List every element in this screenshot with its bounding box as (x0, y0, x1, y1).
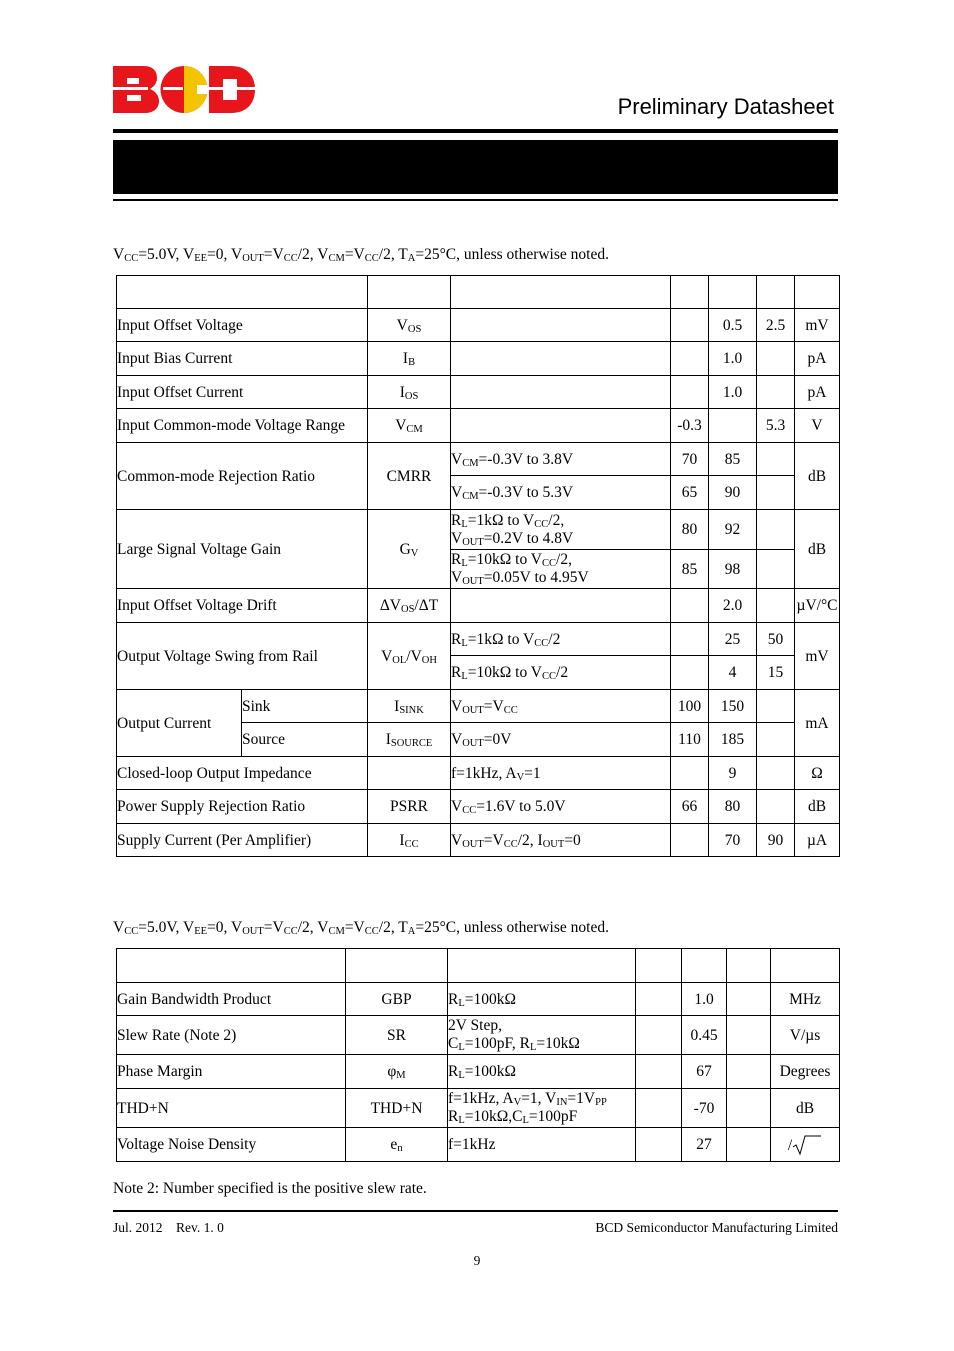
table-cell (636, 1055, 682, 1089)
table-row (117, 309, 840, 342)
table-cell: CMRR (368, 443, 451, 510)
table-cell: 150 (709, 690, 757, 723)
table-cell: f=1kHz, $A_V=1$ (451, 757, 671, 790)
table-cell: Slew Rate (Note 2) (117, 1016, 346, 1055)
table-cell (636, 1016, 682, 1055)
table-cell: 9 (709, 757, 757, 790)
table-cell: pA (795, 376, 840, 409)
table-cell: $V_{OUT}=V_{CC}/2$, $I_{OUT}=0$ (451, 824, 671, 857)
table-cell (757, 690, 795, 723)
table-row (117, 376, 840, 409)
table-cell: 85 (671, 550, 709, 589)
table-cell (671, 376, 709, 409)
table-cell: f=1kHz, $A_V=1$, $V_{IN}=1V_{PP}$ $R_L=10k\Omega,C_L=100pF$ (448, 1089, 636, 1128)
table-cell (727, 1128, 771, 1162)
table-cell: V/µs (771, 1016, 840, 1055)
table-cell (757, 342, 795, 376)
table-cell (117, 276, 368, 309)
table-cell: 67 (682, 1055, 727, 1089)
table-cell (727, 983, 771, 1016)
table-cell: 25 (709, 623, 757, 656)
table-cell: 90 (757, 824, 795, 857)
table-cell (757, 550, 795, 589)
table-cell: -70 (682, 1089, 727, 1128)
table-row (117, 1055, 840, 1089)
table-cell: 4 (709, 656, 757, 690)
footer-date-revision: Jul. 2012 Rev. 1. 0 (113, 1220, 224, 1235)
table-cell: mV (795, 623, 840, 690)
table-cell: 80 (709, 790, 757, 824)
table-cell: Supply Current (Per Amplifier) (117, 824, 368, 857)
table-row (117, 790, 840, 824)
table-cell: $V_{CM}=-0.3V$ to 5.3V (451, 476, 671, 510)
table-cell: $I_{SINK}$ (368, 690, 451, 723)
table-cell: 27 (682, 1128, 727, 1162)
table-row (117, 1128, 840, 1162)
table-cell: 0.5 (709, 309, 757, 342)
table-cell: 90 (709, 476, 757, 510)
table-cell: $V_{CM}=-0.3V$ to 3.8V (451, 443, 671, 476)
table-cell: $\varphi_M$ (346, 1055, 448, 1089)
table-cell (368, 276, 451, 309)
table-cell (451, 342, 671, 376)
table-row (117, 983, 840, 1016)
table-cell: µV/°C (795, 589, 840, 623)
table-cell: 110 (671, 723, 709, 757)
table-cell: Source (242, 723, 368, 757)
table-cell: 65 (671, 476, 709, 510)
table-cell: 0.45 (682, 1016, 727, 1055)
table-cell (757, 376, 795, 409)
table-cell: Input Bias Current (117, 342, 368, 376)
table-row (117, 1016, 840, 1055)
table-cell: 15 (757, 656, 795, 690)
table-cell: PSRR (368, 790, 451, 824)
table-cell (451, 589, 671, 623)
table-cell (636, 983, 682, 1016)
table-cell (757, 476, 795, 510)
table-cell: $e_n$ (346, 1128, 448, 1162)
table-row (117, 443, 840, 476)
table-cell: 66 (671, 790, 709, 824)
table-cell (671, 589, 709, 623)
table-cell: $R_L=1k\Omega$ to $V_{CC}/2$, $V_{OUT}=0.2V$ to 4.8V (451, 510, 671, 550)
table-cell: dB (795, 790, 840, 824)
table-cell: $V_{OUT}=0V$ (451, 723, 671, 757)
table-cell: 185 (709, 723, 757, 757)
ac-characteristics-table (116, 948, 840, 1162)
table-row (117, 342, 840, 376)
table-cell: $V_{CM}$ (368, 409, 451, 443)
table-cell (757, 443, 795, 476)
table-cell (795, 276, 840, 309)
table-cell (709, 409, 757, 443)
table-cell (671, 342, 709, 376)
table-row (117, 757, 840, 790)
table-cell: V (795, 409, 840, 443)
table-cell: Closed-loop Output Impedance (117, 757, 368, 790)
table-cell: GBP (346, 983, 448, 1016)
table-cell: Input Offset Voltage Drift (117, 589, 368, 623)
table-cell: THD+N (346, 1089, 448, 1128)
page-number: 9 (473, 1253, 481, 1268)
table-cell (727, 1055, 771, 1089)
table-cell: Output Current (117, 690, 242, 757)
dc-characteristics-table (116, 275, 840, 857)
table-row (117, 1089, 840, 1128)
table-cell: Power Supply Rejection Ratio (117, 790, 368, 824)
table-cell (757, 276, 795, 309)
table-cell (757, 723, 795, 757)
table-cell (757, 510, 795, 550)
table-cell: mV (795, 309, 840, 342)
table-cell: $R_L=100k\Omega$ (448, 1055, 636, 1089)
table-cell (368, 757, 451, 790)
note-text: Note 2: Number specified is the positive slew rate. (113, 1180, 427, 1197)
table1-conditions: $V_{CC}=5.0V$, $V_{EE}=0$, $V_{OUT}=V_{CC}/2$, $V_{CM}=V_{CC}/2$, $T_A=25^\circ C$, unless otherwise noted. (113, 246, 609, 264)
table-cell: 2.5 (757, 309, 795, 342)
table-cell: 70 (709, 824, 757, 857)
table-cell: f=1kHz (448, 1128, 636, 1162)
table-cell: Input Offset Current (117, 376, 368, 409)
sqrt-symbol (792, 1134, 822, 1156)
section-banner (113, 140, 838, 194)
footer-rule (113, 1210, 838, 1212)
header-rule (113, 129, 838, 133)
table-row (117, 510, 840, 550)
table-cell (671, 309, 709, 342)
table-cell: -0.3 (671, 409, 709, 443)
table-row (117, 690, 840, 723)
table-cell (636, 1128, 682, 1162)
table-cell (671, 276, 709, 309)
table-cell: pA (795, 342, 840, 376)
table-cell (757, 589, 795, 623)
table-cell (727, 1016, 771, 1055)
table-cell: $V_{OL}/V_{OH}$ (368, 623, 451, 690)
table-row (117, 824, 840, 857)
table-cell: Output Voltage Swing from Rail (117, 623, 368, 690)
table-cell: 1.0 (709, 342, 757, 376)
table2-conditions: $V_{CC}=5.0V$, $V_{EE}=0$, $V_{OUT}=V_{CC}/2$, $V_{CM}=V_{CC}/2$, $T_A=25^\circ C$, unless otherwise noted. (113, 919, 609, 937)
table-cell: $V_{CC}=1.6V$ to 5.0V (451, 790, 671, 824)
table-cell: Large Signal Voltage Gain (117, 510, 368, 589)
table-cell (757, 790, 795, 824)
table-cell: dB (795, 443, 840, 510)
table-cell: Voltage Noise Density (117, 1128, 346, 1162)
table-cell: $V_{OS}$ (368, 309, 451, 342)
table-cell: 92 (709, 510, 757, 550)
table-cell: 100 (671, 690, 709, 723)
table-cell: 5.3 (757, 409, 795, 443)
table-cell: µA (795, 824, 840, 857)
table-cell (451, 376, 671, 409)
table-cell: $G_V$ (368, 510, 451, 589)
table-cell: $V_{OUT}=V_{CC}$ (451, 690, 671, 723)
table-cell (671, 757, 709, 790)
table-cell: 1.0 (682, 983, 727, 1016)
table-cell (727, 949, 771, 983)
table-cell: 1.0 (709, 376, 757, 409)
table-cell: MHz (771, 983, 840, 1016)
table-cell (451, 309, 671, 342)
table-cell: Gain Bandwidth Product (117, 983, 346, 1016)
table-cell (117, 949, 346, 983)
table-cell: $R_L=10k\Omega$ to $V_{CC}/2$ (451, 656, 671, 690)
table-cell: Input Offset Voltage (117, 309, 368, 342)
table-cell: Sink (242, 690, 368, 723)
table-cell (451, 409, 671, 443)
table-cell: $I_{CC}$ (368, 824, 451, 857)
table-cell: $I_{OS}$ (368, 376, 451, 409)
table-cell (671, 656, 709, 690)
table-header-row (117, 949, 840, 983)
table-cell: dB (795, 510, 840, 589)
table-cell: 80 (671, 510, 709, 550)
table-cell (636, 949, 682, 983)
table-cell: 98 (709, 550, 757, 589)
table-cell: 2.0 (709, 589, 757, 623)
table-cell: $R_L=100k\Omega$ (448, 983, 636, 1016)
table-cell: $\Delta V_{OS}/\Delta T$ (368, 589, 451, 623)
table-cell: 50 (757, 623, 795, 656)
table-cell: 85 (709, 443, 757, 476)
table-cell (671, 824, 709, 857)
table-cell (757, 757, 795, 790)
table-cell (636, 1089, 682, 1128)
table-cell (771, 949, 840, 983)
table-cell: Input Common-mode Voltage Range (117, 409, 368, 443)
table-cell: Phase Margin (117, 1055, 346, 1089)
table-cell: / (771, 1128, 840, 1162)
table-cell: dB (771, 1089, 840, 1128)
table-cell: mA (795, 690, 840, 757)
banner-rule (113, 199, 838, 201)
footer-company: BCD Semiconductor Manufacturing Limited (595, 1220, 838, 1235)
table-cell (451, 276, 671, 309)
table-cell: Degrees (771, 1055, 840, 1089)
table-cell (709, 276, 757, 309)
table-cell: 2V Step, $C_L=100pF$, $R_L=10k\Omega$ (448, 1016, 636, 1055)
table-cell: SR (346, 1016, 448, 1055)
table-cell: THD+N (117, 1089, 346, 1128)
table-cell: $I_B$ (368, 342, 451, 376)
header-title: Preliminary Datasheet (617, 94, 834, 119)
table-cell: $R_L=1k\Omega$ to $V_{CC}/2$ (451, 623, 671, 656)
bcd-logo (113, 66, 255, 113)
table-cell (682, 949, 727, 983)
table-cell: Common-mode Rejection Ratio (117, 443, 368, 510)
table-row (117, 589, 840, 623)
table-header-row (117, 276, 840, 309)
table-cell: $I_{SOURCE}$ (368, 723, 451, 757)
table-cell (727, 1089, 771, 1128)
table-cell (346, 949, 448, 983)
table-cell: Ω (795, 757, 840, 790)
table-cell (448, 949, 636, 983)
table-row (117, 409, 840, 443)
table-cell: $R_L=10k\Omega$ to $V_{CC}/2$, $V_{OUT}=0.05V$ to 4.95V (451, 550, 671, 589)
table-row (117, 623, 840, 656)
table-cell: 70 (671, 443, 709, 476)
table-cell (671, 623, 709, 656)
